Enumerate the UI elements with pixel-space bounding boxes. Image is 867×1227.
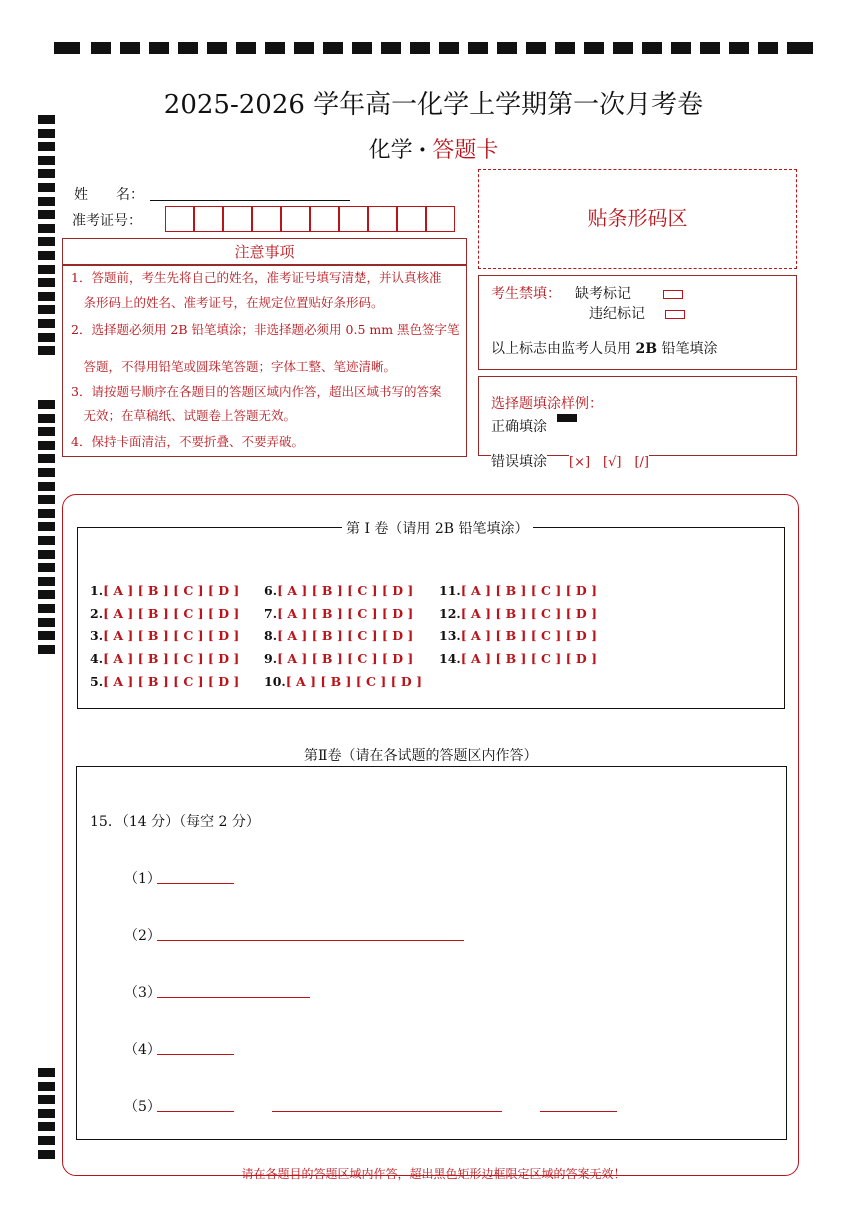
mcq-question-10 <box>264 674 422 689</box>
timing-mark <box>38 237 55 246</box>
name-field[interactable] <box>150 199 350 201</box>
mcq-question-13 <box>439 628 597 643</box>
id-digit-box[interactable] <box>223 206 252 232</box>
mcq-question-8 <box>264 628 413 643</box>
mcq-question-5 <box>90 674 239 689</box>
part-1-blank[interactable] <box>157 882 234 884</box>
fill-sample-box <box>478 376 797 470</box>
correct-fill-sample <box>557 414 577 422</box>
mcq-question-12 <box>439 606 597 621</box>
timing-mark <box>38 414 55 423</box>
notice-heading: 注意事项 <box>62 238 467 265</box>
mcq-options[interactable]: [ A ] [ B ] [ C ] [ D ] <box>103 628 240 643</box>
timing-mark <box>38 645 55 654</box>
timing-mark <box>38 1136 55 1145</box>
mcq-number: 5. <box>90 674 104 689</box>
timing-mark <box>38 292 55 301</box>
timing-mark <box>38 319 55 328</box>
id-digit-box[interactable] <box>165 206 194 232</box>
timing-mark <box>584 42 604 54</box>
timing-mark <box>38 468 55 477</box>
timing-mark <box>38 1109 55 1118</box>
exam-title: 2025-2026 学年高一化学上学期第一次月考卷 <box>163 90 704 120</box>
timing-mark <box>38 183 55 192</box>
correct-fill-label: 正确填涂 <box>491 419 547 435</box>
notice-line: 条形码上的姓名、准考证号，在规定位置贴好条形码。 <box>71 295 384 310</box>
timing-mark <box>38 1150 55 1159</box>
timing-mark <box>642 42 662 54</box>
notice-line: 无效；在草稿纸、试题卷上答题无效。 <box>71 408 297 423</box>
timing-mark <box>38 454 55 463</box>
mcq-options[interactable]: [ A ] [ B ] [ C ] [ D ] <box>103 674 240 689</box>
id-digit-box[interactable] <box>339 206 368 232</box>
examiner-only-box <box>478 275 797 370</box>
examiner-only-label: 考生禁填： <box>491 286 561 302</box>
timing-mark <box>38 631 55 640</box>
id-digit-box[interactable] <box>368 206 397 232</box>
question-15-heading: 15．（14 分）（每空 2 分） <box>90 814 260 830</box>
subtitle-card: 答题卡 <box>432 138 499 163</box>
timing-mark <box>671 42 691 54</box>
wrong-fill-label: 错误填涂 <box>491 451 547 471</box>
mcq-number: 12. <box>439 606 461 621</box>
timing-mark <box>294 42 314 54</box>
mcq-options[interactable]: [ A ] [ B ] [ C ] [ D ] <box>285 674 422 689</box>
part-2-label: （2） <box>124 928 161 944</box>
timing-mark <box>38 346 55 355</box>
timing-mark <box>178 42 198 54</box>
mcq-question-2 <box>90 606 239 621</box>
mcq-question-1 <box>90 583 239 598</box>
timing-mark <box>38 333 55 342</box>
timing-mark <box>497 42 517 54</box>
mcq-number: 3. <box>90 628 104 643</box>
mcq-options[interactable]: [ A ] [ B ] [ C ] [ D ] <box>460 583 597 598</box>
timing-mark <box>38 522 55 531</box>
timing-mark <box>38 210 55 219</box>
part-2-blank[interactable] <box>157 939 464 941</box>
mcq-number: 11. <box>439 583 461 598</box>
wrong-fill-samples: [×] [√] [/] <box>569 451 649 470</box>
part-5-blank-b[interactable] <box>272 1110 502 1112</box>
timing-mark <box>38 1122 55 1131</box>
timing-mark <box>38 509 55 518</box>
card-subtitle <box>0 133 867 164</box>
mcq-options[interactable]: [ A ] [ B ] [ C ] [ D ] <box>460 651 597 666</box>
timing-mark <box>38 224 55 233</box>
notice-line: 1．答题前，考生先将自己的姓名，准考证号填写清楚，并认真核准 <box>71 270 442 285</box>
footer-warning: 请在各题目的答题区域内作答，超出黑色矩形边框限定区域的答案无效！ <box>241 1167 626 1181</box>
timing-mark <box>38 305 55 314</box>
timing-mark <box>54 42 80 54</box>
mcq-number: 13. <box>439 628 461 643</box>
timing-mark <box>38 550 55 559</box>
mcq-question-3 <box>90 628 239 643</box>
mcq-number: 6. <box>264 583 278 598</box>
mcq-number: 10. <box>264 674 286 689</box>
timing-mark <box>207 42 227 54</box>
absent-mark-box[interactable] <box>663 290 683 299</box>
mcq-number: 14. <box>439 651 461 666</box>
timing-mark <box>38 1082 55 1091</box>
timing-mark <box>439 42 459 54</box>
part-3-label: （3） <box>124 985 161 1001</box>
mcq-question-7 <box>264 606 413 621</box>
mcq-question-14 <box>439 651 597 666</box>
part-1-label: （1） <box>124 871 161 887</box>
timing-mark <box>468 42 488 54</box>
barcode-area: 贴条形码区 <box>478 169 797 269</box>
timing-mark <box>38 1095 55 1104</box>
timing-mark <box>38 441 55 450</box>
part-3-blank[interactable] <box>157 996 310 998</box>
section2-title: 第Ⅱ卷（请在各试题的答题区内作答） <box>300 745 542 765</box>
examiner-note: 以上标志由监考人员用 2B 铅笔填涂 <box>491 341 718 357</box>
absent-mark-label: 缺考标记 <box>575 286 631 302</box>
id-label: 准考证号： <box>72 213 142 229</box>
violation-mark-label: 违纪标记 <box>589 306 645 322</box>
timing-mark <box>758 42 778 54</box>
violation-mark-box[interactable] <box>665 310 685 319</box>
timing-mark <box>38 427 55 436</box>
timing-mark <box>526 42 546 54</box>
part-5-label: （5） <box>124 1099 161 1115</box>
timing-mark <box>38 278 55 287</box>
mcq-question-4 <box>90 651 239 666</box>
timing-mark <box>38 604 55 613</box>
timing-mark <box>555 42 575 54</box>
mcq-question-11 <box>439 583 597 598</box>
mcq-options[interactable]: [ A ] [ B ] [ C ] [ D ] <box>103 583 240 598</box>
part-4-label: （4） <box>124 1042 161 1058</box>
timing-mark <box>38 251 55 260</box>
mcq-number: 7. <box>264 606 278 621</box>
id-digit-box[interactable] <box>310 206 339 232</box>
mcq-number: 8. <box>264 628 278 643</box>
timing-mark <box>38 1068 55 1077</box>
mcq-options[interactable]: [ A ] [ B ] [ C ] [ D ] <box>103 651 240 666</box>
name-label: 姓 名： <box>74 187 144 203</box>
fill-sample-title: 选择题填涂样例： <box>491 396 603 412</box>
section1-title: 第 I 卷（请用 2B 铅笔填涂） <box>342 518 533 538</box>
mcq-question-6 <box>264 583 413 598</box>
id-digit-box[interactable] <box>252 206 281 232</box>
timing-mark <box>352 42 372 54</box>
notice-line: 2．选择题必须用 2B 铅笔填涂；非选择题必须用 0.5 mm 黑色签字笔 <box>71 322 460 337</box>
timing-mark <box>236 42 256 54</box>
mcq-options[interactable]: [ A ] [ B ] [ C ] [ D ] <box>460 606 597 621</box>
notice-line: 答题，不得用铅笔或圆珠笔答题；字体工整、笔迹清晰。 <box>71 359 397 374</box>
id-digit-box[interactable] <box>194 206 223 232</box>
notice-body <box>62 265 467 457</box>
mcq-options[interactable]: [ A ] [ B ] [ C ] [ D ] <box>277 628 414 643</box>
timing-mark <box>149 42 169 54</box>
timing-mark <box>410 42 430 54</box>
mcq-options[interactable]: [ A ] [ B ] [ C ] [ D ] <box>103 606 240 621</box>
timing-mark <box>38 495 55 504</box>
notice-line: 4．保持卡面清洁，不要折叠、不要弄破。 <box>71 434 304 449</box>
timing-mark <box>265 42 285 54</box>
timing-mark <box>381 42 401 54</box>
part-5-blank-c[interactable] <box>540 1110 617 1112</box>
timing-mark <box>38 536 55 545</box>
timing-mark <box>38 577 55 586</box>
mcq-number: 2. <box>90 606 104 621</box>
mcq-number: 9. <box>264 651 278 666</box>
timing-mark <box>700 42 720 54</box>
id-digit-box[interactable] <box>281 206 310 232</box>
mcq-options[interactable]: [ A ] [ B ] [ C ] [ D ] <box>277 583 414 598</box>
mcq-number: 4. <box>90 651 104 666</box>
mcq-options[interactable]: [ A ] [ B ] [ C ] [ D ] <box>460 628 597 643</box>
id-digit-box[interactable] <box>397 206 426 232</box>
part-5-blank-a[interactable] <box>157 1110 234 1112</box>
timing-mark <box>38 265 55 274</box>
mcq-options[interactable]: [ A ] [ B ] [ C ] [ D ] <box>277 651 414 666</box>
subtitle-subject: 化学 <box>368 138 413 163</box>
mcq-number: 1. <box>90 583 104 598</box>
timing-mark <box>91 42 111 54</box>
notice-line: 3．请按题号顺序在各题目的答题区域内作答，超出区域书写的答案 <box>71 384 442 399</box>
timing-mark <box>38 197 55 206</box>
timing-mark <box>38 563 55 572</box>
subtitle-dot: · <box>418 137 427 163</box>
timing-mark <box>38 169 55 178</box>
timing-mark <box>120 42 140 54</box>
timing-mark <box>787 42 813 54</box>
timing-mark <box>323 42 343 54</box>
id-digit-box[interactable] <box>426 206 455 232</box>
part-4-blank[interactable] <box>157 1053 234 1055</box>
timing-mark <box>38 482 55 491</box>
timing-mark <box>613 42 633 54</box>
mcq-question-9 <box>264 651 413 666</box>
mcq-options[interactable]: [ A ] [ B ] [ C ] [ D ] <box>277 606 414 621</box>
timing-mark <box>729 42 749 54</box>
timing-mark <box>38 590 55 599</box>
timing-mark <box>38 400 55 409</box>
timing-mark <box>38 618 55 627</box>
